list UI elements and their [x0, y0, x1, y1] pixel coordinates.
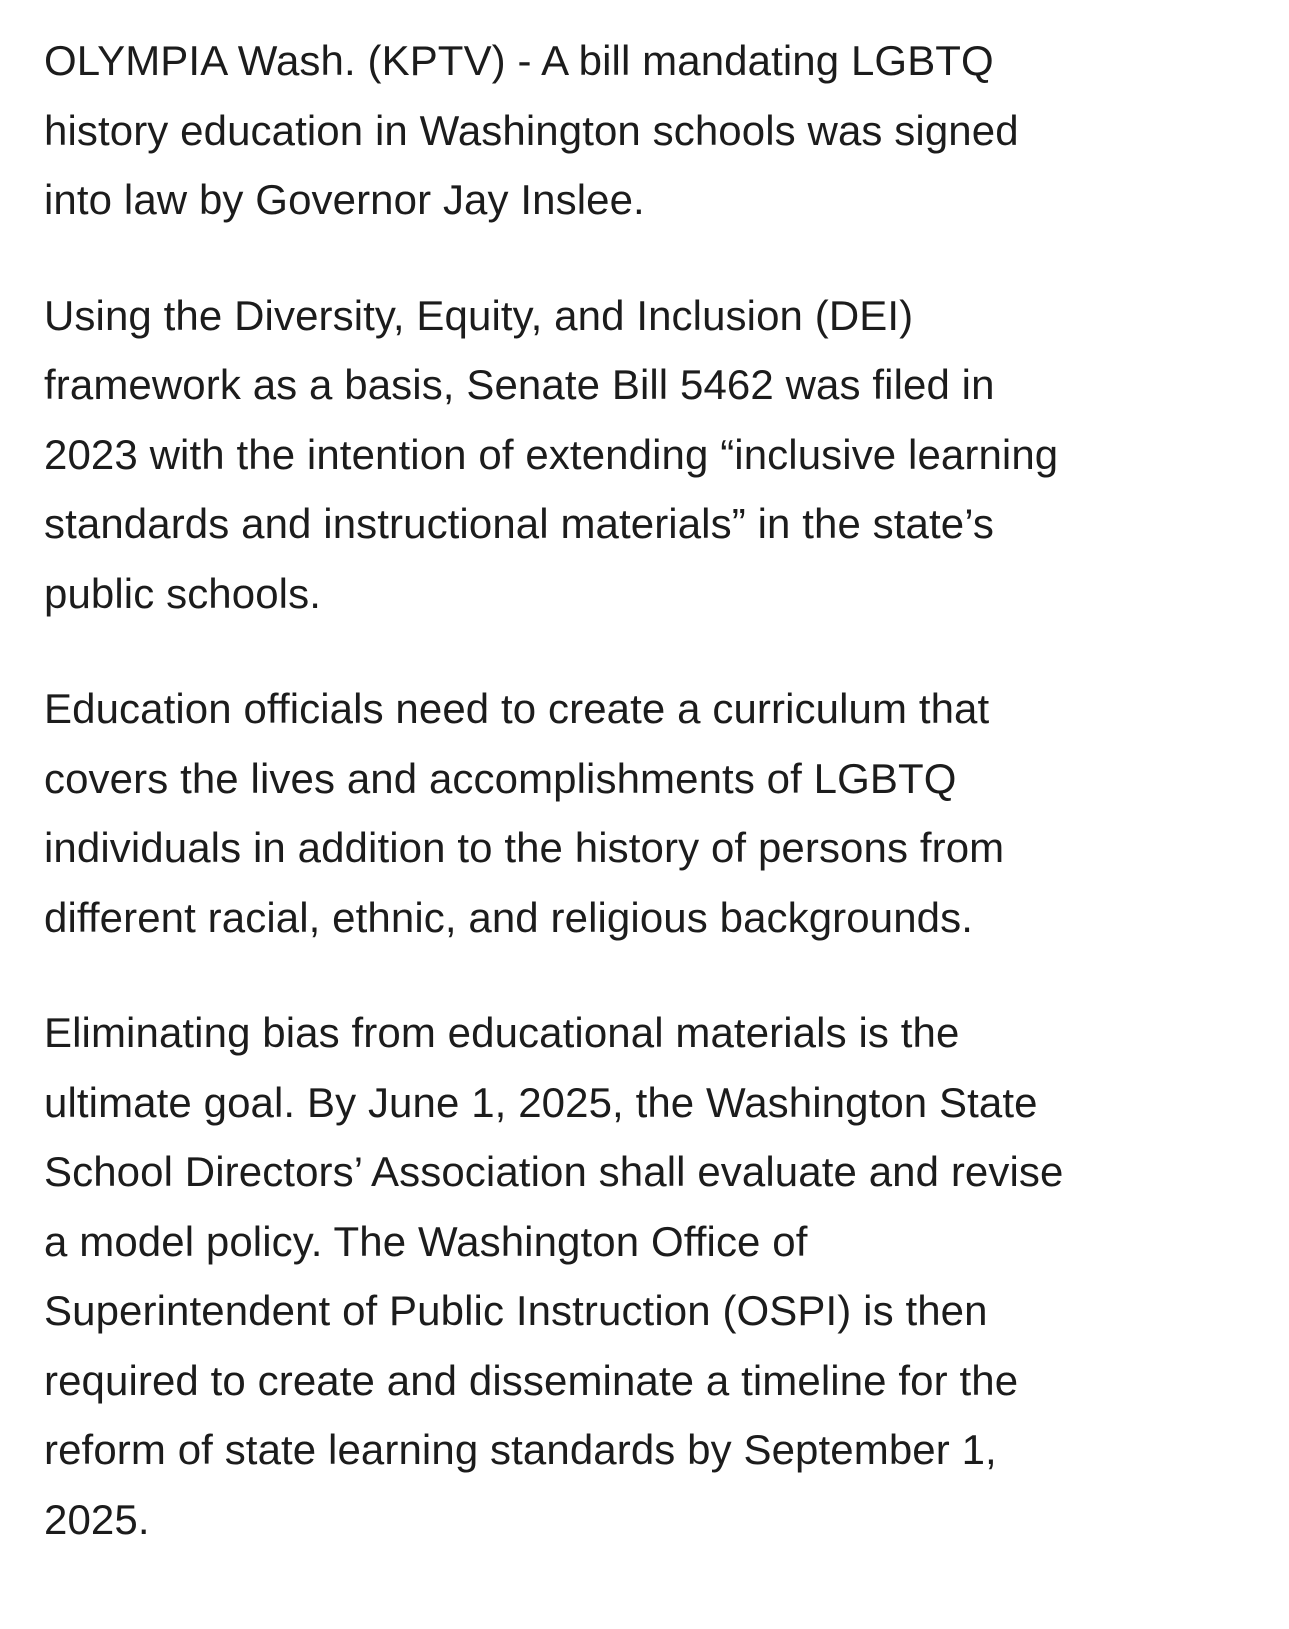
text-line: 2023 with the intention of extending “inclusive learning [44, 430, 1059, 478]
text-line: Superintendent of Public Instruction (OSPI) is then [44, 1287, 988, 1334]
text-line: into law by Governor Jay Inslee. [44, 176, 645, 223]
text-line: standards and instructional materials” in the state’s [44, 500, 995, 547]
paragraph-dei-framework [44, 281, 1224, 629]
paragraph-intro [44, 26, 1224, 235]
text-line: individuals in addition to the history of persons from [44, 824, 1005, 871]
text-line: a model policy. The Washington Office of [44, 1217, 808, 1265]
text-line: public schools. [44, 569, 321, 617]
paragraph-timeline [44, 998, 1224, 1554]
text-line: reform of state learning standards by September 1, [44, 1426, 997, 1473]
text-line: ultimate goal. By June 1, 2025, the Washington State [44, 1078, 1038, 1126]
text-line: OLYMPIA Wash. (KPTV) - A bill mandating LGBTQ [44, 37, 994, 84]
text-line: Using the Diversity, Equity, and Inclusion (DEI) [44, 291, 914, 339]
text-line: 2025. [44, 1495, 150, 1543]
text-line: different racial, ethnic, and religious backgrounds. [44, 893, 973, 941]
text-line: required to create and disseminate a timeline for the [44, 1356, 1019, 1404]
text-line: Education officials need to create a curriculum that [44, 685, 990, 732]
article-body [44, 26, 1224, 1554]
paragraph-curriculum [44, 674, 1224, 952]
text-line: School Directors’ Association shall evaluate and revise [44, 1148, 1064, 1195]
text-line: Eliminating bias from educational materials is the [44, 1009, 960, 1056]
text-line: covers the lives and accomplishments of LGBTQ [44, 754, 957, 802]
text-line: history education in Washington schools was signed [44, 106, 1019, 154]
text-line: framework as a basis, Senate Bill 5462 was filed in [44, 361, 995, 408]
